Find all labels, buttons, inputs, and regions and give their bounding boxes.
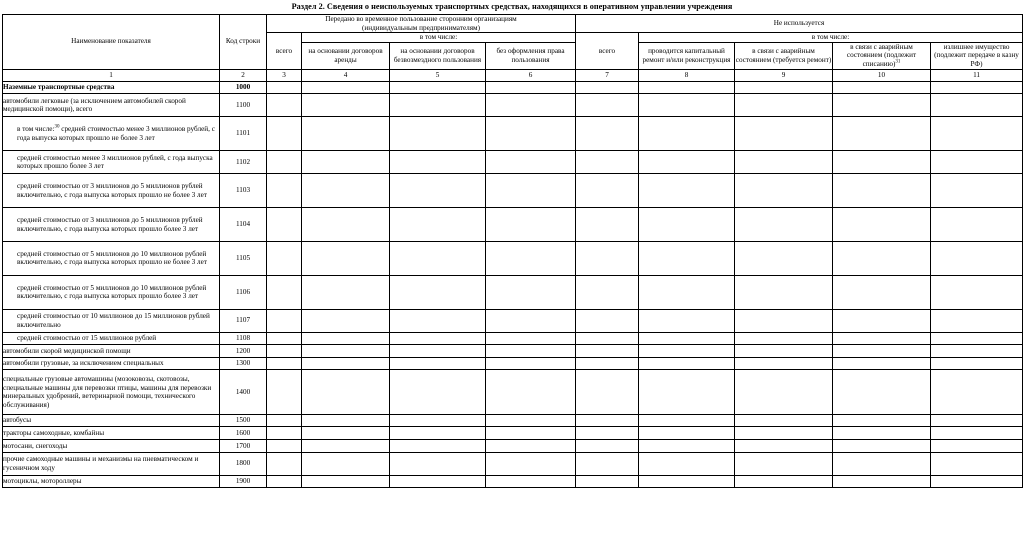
data-cell-col-6[interactable] (486, 440, 576, 453)
footnote-marker-31: 31 (895, 59, 901, 65)
data-cell-col-11[interactable] (931, 117, 1023, 151)
data-cell-col-11[interactable] (931, 414, 1023, 427)
data-cell-col-4[interactable] (302, 117, 390, 151)
data-cell-col-5[interactable] (390, 332, 486, 345)
table-row (3, 81, 1023, 94)
data-cell-col-6[interactable] (486, 275, 576, 309)
data-cell-col-6[interactable] (486, 94, 576, 117)
header-unused-including: в том числе: (639, 33, 1023, 43)
header-indicator-name: Наименование показателя (3, 15, 220, 70)
data-cell-col-9[interactable] (735, 440, 833, 453)
data-table (2, 14, 1023, 488)
data-cell-col-10[interactable] (833, 151, 931, 174)
data-cell-col-7[interactable] (576, 241, 639, 275)
row-code: 1000 (220, 81, 267, 94)
data-cell-col-9[interactable] (735, 332, 833, 345)
header-lease-contracts: на основании договоров аренды (302, 42, 390, 69)
data-cell-col-11[interactable] (931, 309, 1023, 332)
data-cell-col-11[interactable] (931, 241, 1023, 275)
row-label: мотоциклы, мотороллеры (3, 475, 220, 488)
data-cell-col-11[interactable] (931, 475, 1023, 488)
data-cell-col-9[interactable] (735, 117, 833, 151)
data-cell-col-10[interactable] (833, 309, 931, 332)
data-cell-col-10[interactable] (833, 117, 931, 151)
data-cell-col-9[interactable] (735, 275, 833, 309)
table-row (3, 452, 1023, 475)
data-cell-col-8[interactable] (639, 241, 735, 275)
data-cell-col-7[interactable] (576, 452, 639, 475)
data-cell-col-4[interactable] (302, 357, 390, 370)
data-cell-col-7[interactable] (576, 332, 639, 345)
data-cell-col-5[interactable] (390, 370, 486, 414)
data-cell-col-4[interactable] (302, 452, 390, 475)
data-cell-col-5[interactable] (390, 94, 486, 117)
row-code: 1103 (220, 174, 267, 208)
table-row (3, 208, 1023, 242)
data-cell-col-6[interactable] (486, 81, 576, 94)
row-label: мотосани, снегоходы (3, 440, 220, 453)
header-group-transferred (267, 15, 576, 33)
row-code: 1105 (220, 241, 267, 275)
row-label: Наземные транспортные средства (3, 81, 220, 94)
data-cell-col-3[interactable] (267, 151, 302, 174)
data-cell-col-5[interactable] (390, 241, 486, 275)
data-cell-col-6[interactable] (486, 345, 576, 358)
row-label: автомобили легковые (за исключением автомобилей скорой медицинской помощи), всего (3, 94, 220, 117)
data-cell-col-10[interactable] (833, 81, 931, 94)
row-label: тракторы самоходные, комбайны (3, 427, 220, 440)
data-cell-col-7[interactable] (576, 370, 639, 414)
table-row (3, 475, 1023, 488)
header-emergency-writeoff-text: в связи с аварийным состоянием (подлежит списанию) (846, 42, 917, 68)
row-code: 1700 (220, 440, 267, 453)
table-body (3, 81, 1023, 488)
data-cell-col-6[interactable] (486, 208, 576, 242)
data-cell-col-10[interactable] (833, 332, 931, 345)
data-cell-col-8[interactable] (639, 427, 735, 440)
col-num-9: 9 (735, 69, 833, 81)
data-cell-col-5[interactable] (390, 452, 486, 475)
table-row (3, 357, 1023, 370)
data-cell-col-11[interactable] (931, 357, 1023, 370)
data-cell-col-7[interactable] (576, 345, 639, 358)
data-cell-col-11[interactable] (931, 275, 1023, 309)
data-cell-col-3[interactable] (267, 174, 302, 208)
data-cell-col-4[interactable] (302, 174, 390, 208)
data-cell-col-3[interactable] (267, 309, 302, 332)
data-cell-col-11[interactable] (931, 81, 1023, 94)
data-cell-col-5[interactable] (390, 208, 486, 242)
header-row-group (3, 15, 1023, 33)
data-cell-col-9[interactable] (735, 357, 833, 370)
col-num-8: 8 (639, 69, 735, 81)
data-cell-col-5[interactable] (390, 309, 486, 332)
data-cell-col-8[interactable] (639, 309, 735, 332)
table-row (3, 427, 1023, 440)
data-cell-col-6[interactable] (486, 357, 576, 370)
table-row (3, 414, 1023, 427)
data-cell-col-5[interactable] (390, 81, 486, 94)
data-cell-col-3[interactable] (267, 81, 302, 94)
data-cell-col-6[interactable] (486, 332, 576, 345)
table-row (3, 94, 1023, 117)
table-row (3, 151, 1023, 174)
data-cell-col-5[interactable] (390, 117, 486, 151)
data-cell-col-6[interactable] (486, 151, 576, 174)
header-unused-total: всего (576, 33, 639, 69)
data-cell-col-5[interactable] (390, 345, 486, 358)
data-cell-col-9[interactable] (735, 345, 833, 358)
table-row (3, 345, 1023, 358)
header-transferred-including: в том числе: (302, 33, 576, 43)
data-cell-col-3[interactable] (267, 427, 302, 440)
data-cell-col-10[interactable] (833, 275, 931, 309)
data-cell-col-8[interactable] (639, 174, 735, 208)
data-cell-col-3[interactable] (267, 440, 302, 453)
col-num-1: 1 (3, 69, 220, 81)
data-cell-col-6[interactable] (486, 309, 576, 332)
data-cell-col-7[interactable] (576, 174, 639, 208)
col-num-10: 10 (833, 69, 931, 81)
data-cell-col-4[interactable] (302, 475, 390, 488)
data-cell-col-8[interactable] (639, 440, 735, 453)
row-code: 1800 (220, 452, 267, 475)
data-cell-col-3[interactable] (267, 357, 302, 370)
data-cell-col-8[interactable] (639, 151, 735, 174)
data-cell-col-9[interactable] (735, 427, 833, 440)
data-cell-col-8[interactable] (639, 208, 735, 242)
data-cell-col-9[interactable] (735, 452, 833, 475)
header-capital-repair: проводится капитальный ремонт и/или реконструкция (639, 42, 735, 69)
data-cell-col-5[interactable] (390, 440, 486, 453)
col-num-5: 5 (390, 69, 486, 81)
data-cell-col-7[interactable] (576, 427, 639, 440)
table-row (3, 174, 1023, 208)
data-cell-col-6[interactable] (486, 414, 576, 427)
data-cell-col-8[interactable] (639, 332, 735, 345)
data-cell-col-5[interactable] (390, 275, 486, 309)
data-cell-col-6[interactable] (486, 117, 576, 151)
col-num-3: 3 (267, 69, 302, 81)
data-cell-col-11[interactable] (931, 208, 1023, 242)
data-cell-col-7[interactable] (576, 151, 639, 174)
data-cell-col-4[interactable] (302, 332, 390, 345)
row-code: 1100 (220, 94, 267, 117)
data-cell-col-10[interactable] (833, 345, 931, 358)
data-cell-col-9[interactable] (735, 81, 833, 94)
data-cell-col-11[interactable] (931, 345, 1023, 358)
data-cell-col-9[interactable] (735, 208, 833, 242)
data-cell-col-7[interactable] (576, 275, 639, 309)
data-cell-col-3[interactable] (267, 241, 302, 275)
data-cell-col-10[interactable] (833, 427, 931, 440)
data-cell-col-6[interactable] (486, 174, 576, 208)
table-row (3, 440, 1023, 453)
data-cell-col-7[interactable] (576, 208, 639, 242)
data-cell-col-4[interactable] (302, 414, 390, 427)
data-cell-col-9[interactable] (735, 94, 833, 117)
col-num-2: 2 (220, 69, 267, 81)
column-number-row (3, 69, 1023, 81)
header-no-formalized-right: без оформления права пользования (486, 42, 576, 69)
data-cell-col-11[interactable] (931, 370, 1023, 414)
data-cell-col-9[interactable] (735, 475, 833, 488)
data-cell-col-8[interactable] (639, 275, 735, 309)
data-cell-col-7[interactable] (576, 94, 639, 117)
row-label: средней стоимостью менее 3 миллионов рублей, с года выпуска которых прошло более 3 лет (3, 151, 220, 174)
data-cell-col-5[interactable] (390, 151, 486, 174)
data-cell-col-8[interactable] (639, 475, 735, 488)
data-cell-col-11[interactable] (931, 94, 1023, 117)
table-row (3, 309, 1023, 332)
row-code: 1101 (220, 117, 267, 151)
data-cell-col-8[interactable] (639, 452, 735, 475)
data-cell-col-4[interactable] (302, 94, 390, 117)
data-cell-col-4[interactable] (302, 275, 390, 309)
data-cell-col-9[interactable] (735, 174, 833, 208)
data-cell-col-8[interactable] (639, 345, 735, 358)
data-cell-col-6[interactable] (486, 427, 576, 440)
header-emergency-writeoff (833, 42, 931, 69)
data-cell-col-4[interactable] (302, 370, 390, 414)
data-cell-col-5[interactable] (390, 475, 486, 488)
row-label: прочие самоходные машины и механизмы на пневматическом и гусеничном ходу (3, 452, 220, 475)
data-cell-col-11[interactable] (931, 174, 1023, 208)
data-cell-col-8[interactable] (639, 81, 735, 94)
data-cell-col-11[interactable] (931, 452, 1023, 475)
data-cell-col-7[interactable] (576, 475, 639, 488)
row-label: средней стоимостью от 10 миллионов до 15 миллионов рублей включительно (3, 309, 220, 332)
data-cell-col-3[interactable] (267, 345, 302, 358)
header-excess-property: излишнее имущество (подлежит передаче в казну РФ) (931, 42, 1023, 69)
data-cell-col-4[interactable] (302, 151, 390, 174)
data-cell-col-8[interactable] (639, 370, 735, 414)
data-cell-col-10[interactable] (833, 414, 931, 427)
row-code: 1106 (220, 275, 267, 309)
row-code: 1107 (220, 309, 267, 332)
data-cell-col-8[interactable] (639, 414, 735, 427)
data-cell-col-11[interactable] (931, 427, 1023, 440)
data-cell-col-7[interactable] (576, 357, 639, 370)
data-cell-col-11[interactable] (931, 151, 1023, 174)
data-cell-col-3[interactable] (267, 370, 302, 414)
row-label: в том числе:$^{30}$ средней стоимостью менее 3 миллионов рублей, с года выпуска которых прошло не более 3 лет (3, 117, 220, 151)
row-label: средней стоимостью от 3 миллионов до 5 миллионов рублей включительно, с года выпуска которых прошло более 3 лет (3, 208, 220, 242)
table-row (3, 241, 1023, 275)
data-cell-col-4[interactable] (302, 208, 390, 242)
row-code: 1300 (220, 357, 267, 370)
data-cell-col-4[interactable] (302, 81, 390, 94)
data-cell-col-4[interactable] (302, 427, 390, 440)
data-cell-col-10[interactable] (833, 475, 931, 488)
data-cell-col-7[interactable] (576, 81, 639, 94)
data-cell-col-3[interactable] (267, 475, 302, 488)
data-cell-col-3[interactable] (267, 452, 302, 475)
data-cell-col-4[interactable] (302, 309, 390, 332)
header-free-use-contracts: на основании договоров безвозмездного пользования (390, 42, 486, 69)
data-cell-col-3[interactable] (267, 94, 302, 117)
row-label: автомобили скорой медицинской помощи (3, 345, 220, 358)
table-row (3, 332, 1023, 345)
header-group-transferred-line2: (индивидуальным предпринимателям) (362, 23, 480, 32)
data-cell-col-11[interactable] (931, 332, 1023, 345)
row-label: средней стоимостью от 3 миллионов до 5 миллионов рублей включительно, с года выпуска которых прошло не более 3 лет (3, 174, 220, 208)
data-cell-col-10[interactable] (833, 174, 931, 208)
data-cell-col-10[interactable] (833, 357, 931, 370)
col-num-7: 7 (576, 69, 639, 81)
data-cell-col-7[interactable] (576, 309, 639, 332)
header-emergency-repair: в связи с аварийным состоянием (требуется ремонт) (735, 42, 833, 69)
data-cell-col-6[interactable] (486, 241, 576, 275)
data-cell-col-8[interactable] (639, 94, 735, 117)
data-cell-col-4[interactable] (302, 345, 390, 358)
row-code: 1108 (220, 332, 267, 345)
data-cell-col-3[interactable] (267, 414, 302, 427)
header-group-unused: Не используется (576, 15, 1023, 33)
header-group-transferred-line1: Передано во временное пользование сторонним организациям (325, 15, 517, 23)
row-label: средней стоимостью от 5 миллионов до 10 миллионов рублей включительно, с года выпуска которых прошло не более 3 лет (3, 241, 220, 275)
col-num-6: 6 (486, 69, 576, 81)
row-code: 1400 (220, 370, 267, 414)
data-cell-col-9[interactable] (735, 309, 833, 332)
data-cell-col-10[interactable] (833, 370, 931, 414)
data-cell-col-5[interactable] (390, 414, 486, 427)
data-cell-col-10[interactable] (833, 94, 931, 117)
data-cell-col-6[interactable] (486, 475, 576, 488)
row-code: 1104 (220, 208, 267, 242)
data-cell-col-8[interactable] (639, 357, 735, 370)
data-cell-col-11[interactable] (931, 440, 1023, 453)
row-label: средней стоимостью от 15 миллионов рублей (3, 332, 220, 345)
data-cell-col-5[interactable] (390, 357, 486, 370)
data-cell-col-10[interactable] (833, 452, 931, 475)
data-cell-col-5[interactable] (390, 427, 486, 440)
data-cell-col-3[interactable] (267, 208, 302, 242)
col-num-4: 4 (302, 69, 390, 81)
data-cell-col-4[interactable] (302, 241, 390, 275)
row-label: автобусы (3, 414, 220, 427)
row-code: 1200 (220, 345, 267, 358)
data-cell-col-9[interactable] (735, 414, 833, 427)
page-title: Раздел 2. Сведения о неиспользуемых транспортных средствах, находящихся в оперативном управлении учреждения (291, 2, 733, 11)
data-cell-col-6[interactable] (486, 452, 576, 475)
table-row (3, 117, 1023, 151)
data-cell-col-3[interactable] (267, 332, 302, 345)
data-cell-col-4[interactable] (302, 440, 390, 453)
row-code: 1500 (220, 414, 267, 427)
data-cell-col-7[interactable] (576, 117, 639, 151)
data-cell-col-3[interactable] (267, 117, 302, 151)
data-cell-col-9[interactable] (735, 241, 833, 275)
data-cell-col-9[interactable] (735, 151, 833, 174)
row-label: средней стоимостью от 5 миллионов до 10 миллионов рублей включительно, с года выпуска которых прошло более 3 лет (3, 275, 220, 309)
data-cell-col-10[interactable] (833, 241, 931, 275)
row-label: автомобили грузовые, за исключением специальных (3, 357, 220, 370)
row-label: специальные грузовые автомашины (мозоковозы, скотовозы, специальные машины для перевозки птицы, машины для перевозки минеральных удобрений, ветеринарной помощи, технического обслуживания) (3, 370, 220, 414)
row-code: 1600 (220, 427, 267, 440)
row-code: 1900 (220, 475, 267, 488)
data-cell-col-7[interactable] (576, 414, 639, 427)
table-row (3, 275, 1023, 309)
data-cell-col-10[interactable] (833, 440, 931, 453)
header-row-code: Код строки (220, 15, 267, 70)
data-cell-col-8[interactable] (639, 117, 735, 151)
table-row (3, 370, 1023, 414)
data-cell-col-10[interactable] (833, 208, 931, 242)
header-transferred-total: всего (267, 33, 302, 69)
table-head (3, 15, 1023, 82)
row-code: 1102 (220, 151, 267, 174)
data-cell-col-6[interactable] (486, 370, 576, 414)
data-cell-col-3[interactable] (267, 275, 302, 309)
data-cell-col-5[interactable] (390, 174, 486, 208)
data-cell-col-9[interactable] (735, 370, 833, 414)
col-num-11: 11 (931, 69, 1023, 81)
data-cell-col-7[interactable] (576, 440, 639, 453)
